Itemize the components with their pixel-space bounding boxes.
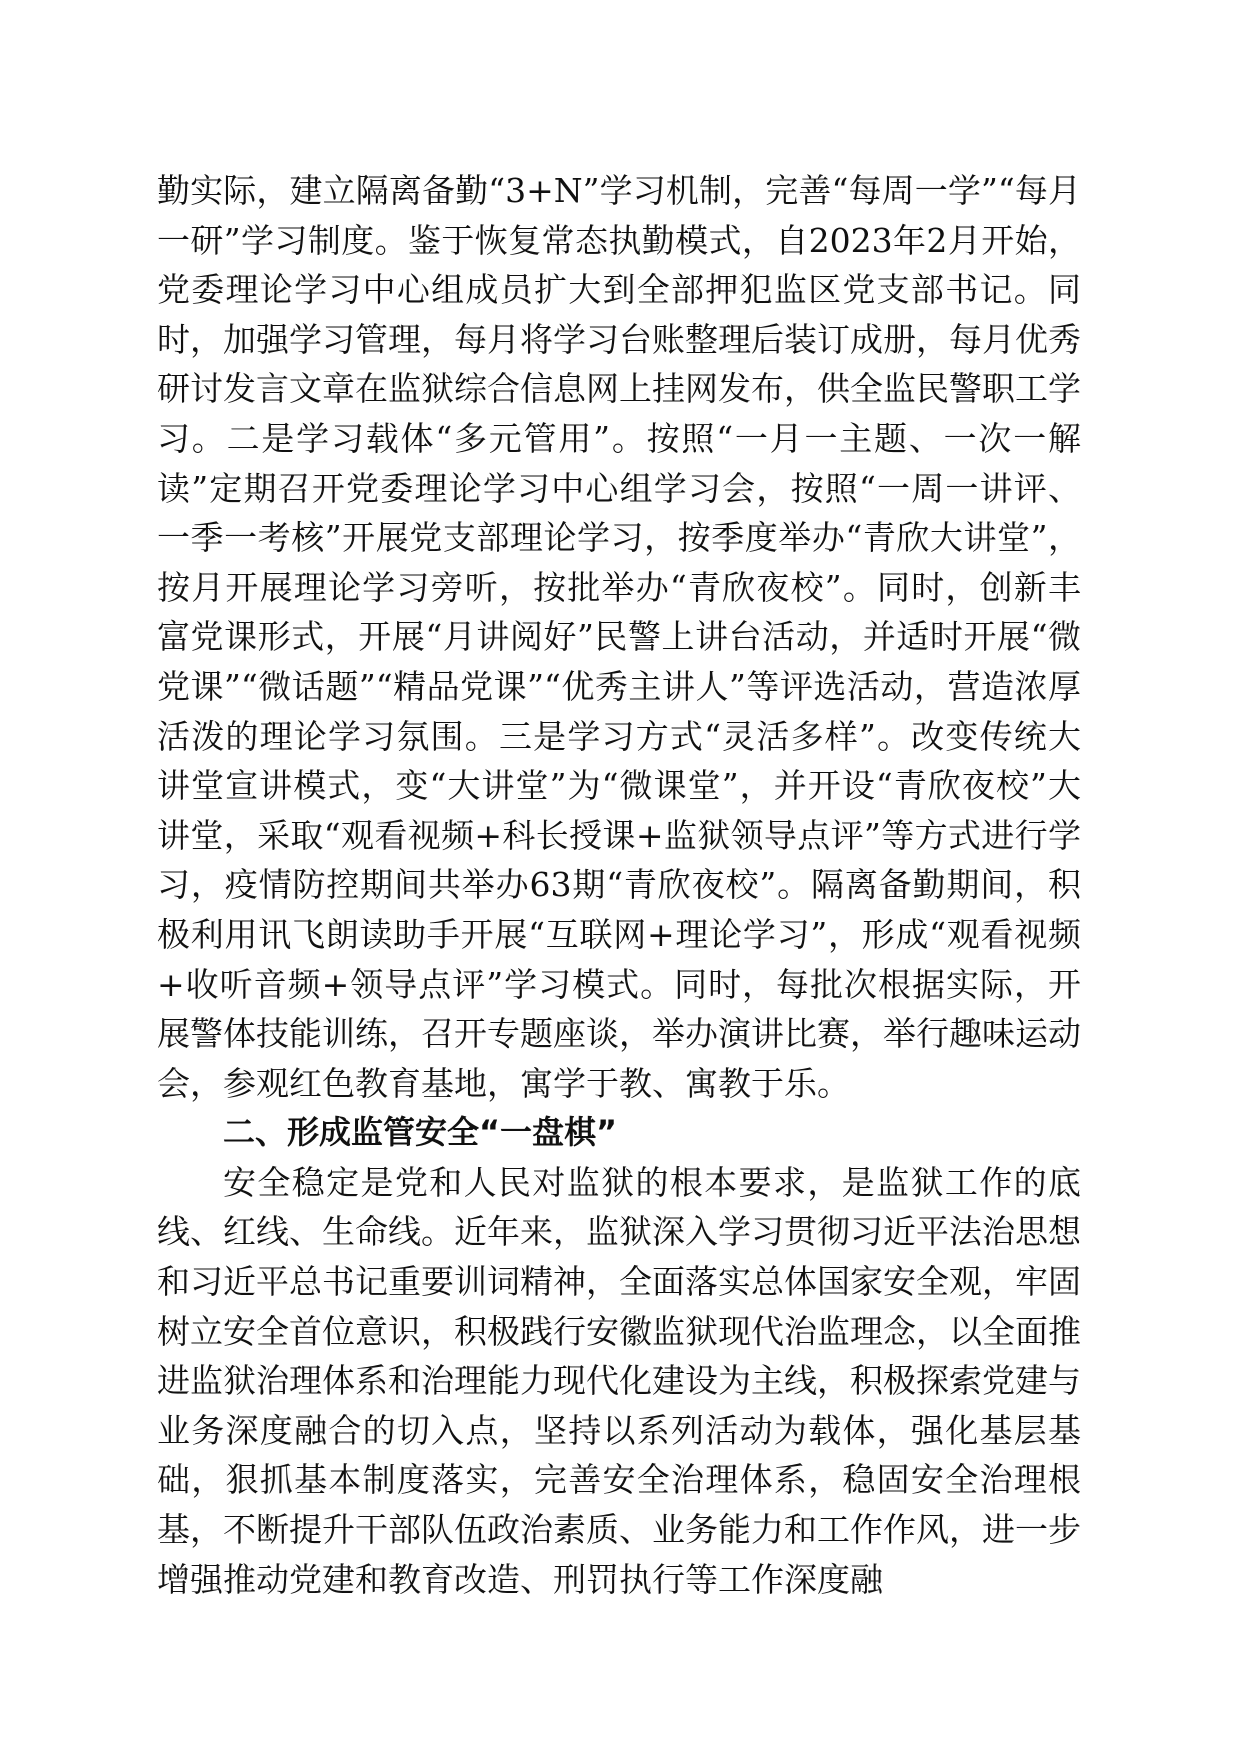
section-heading: 二、形成监管安全“一盘棋” <box>223 1113 618 1152</box>
body-paragraph: 安全稳定是党和人民对监狱的根本要求，是监狱工作的底线、红线、生命线。近年来，监狱深入学习贯彻习近平法治思想和习近平总书记重要训词精神，全面落实总体国家安全观，牢固树立安全首位意识，积极践行安徽监狱现代治监理念，以全面推进监狱治理体系和治理能力现代化建设为主线，积极探索党建与业务深度融合的切入点，坚持以系列活动为载体，强化基层基础，狠抓基本制度落实，完善安全治理体系，稳固安全治理根基，不断提升干部队伍政治素质、业务能力和工作作风，进一步增强推动党建和教育改造、刑罚执行等工作深度融 <box>157 1162 1081 1599</box>
document-body <box>157 166 1081 1604</box>
body-paragraph-continued: 勤实际，建立隔离备勤“3+N”学习机制，完善“每周一学”“每月一研”学习制度。鉴于恢复常态执勤模式，自2023年2月开始，党委理论学习中心组成员扩大到全部押犯监区党支部书记。同时，加强学习管理，每月将学习台账整理后装订成册，每月优秀研讨发言文章在监狱综合信息网上挂网发布，供全监民警职工学习。二是学习载体“多元管用”。按照“一月一主题、一次一解读”定期召开党委理论学习中心组学习会，按照“一周一讲评、一季一考核”开展党支部理论学习，按季度举办“青欣大讲堂”，按月开展理论学习旁听，按批举办“青欣夜校”。同时，创新丰富党课形式，开展“月讲阅好”民警上讲台活动，并适时开展“微党课”“微话题”“精品党课”“优秀主讲人”等评选活动，营造浓厚活泼的理论学习氛围。三是学习方式“灵活多样”。改变传统大讲堂宣讲模式，变“大讲堂”为“微课堂”，并开设“青欣夜校”大讲堂，采取“观看视频+科长授课+监狱领导点评”等方式进行学习，疫情防控期间共举办63期“青欣夜校”。隔离备勤期间，积极利用讯飞朗读助手开展“互联网+理论学习”，形成“观看视频+收听音频+领导点评”学习模式。同时，每批次根据实际，开展警体技能训练，召开专题座谈，举办演讲比赛，举行趣味运动会，参观红色教育基地，寓学于教、寓教于乐。 <box>157 171 1081 1103</box>
